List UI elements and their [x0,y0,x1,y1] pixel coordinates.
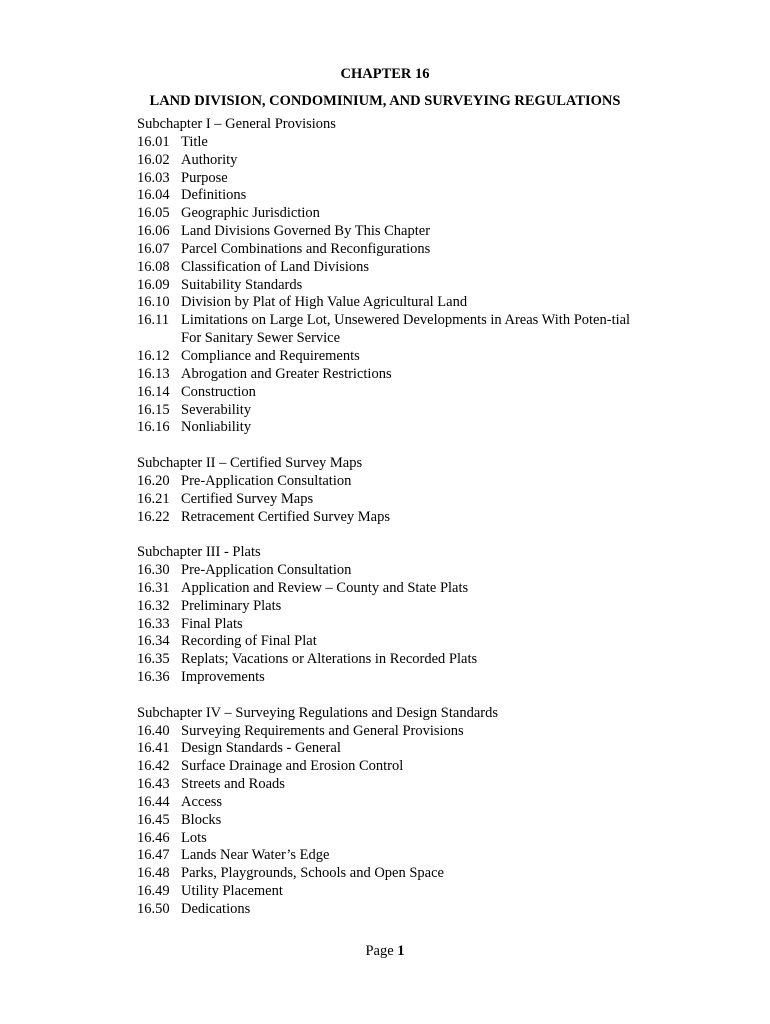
section-number: 16.09 [137,276,170,293]
subchapter-section [137,116,657,437]
section-number: 16.41 [137,740,170,757]
section-number: 16.34 [137,633,170,650]
section-number: 16.11 [137,312,170,329]
toc-entry [137,259,657,277]
toc-entry [137,883,657,901]
toc-entry [137,830,657,848]
section-title: Lots [181,829,207,846]
section-number: 16.48 [137,865,170,882]
section-title: Abrogation and Greater Restrictions [181,365,392,382]
chapter-number: CHAPTER 16 [340,66,430,82]
section-number: 16.33 [137,615,170,632]
section-title: Title [181,133,208,150]
section-number: 16.10 [137,294,170,311]
section-title: Design Standards - General [181,740,341,757]
section-number: 16.05 [137,205,170,222]
toc-entry [137,633,657,651]
section-number: 16.02 [137,151,170,168]
section-title: Compliance and Requirements [181,347,360,364]
section-number: 16.03 [137,169,170,186]
section-title: Application and Review – County and State Plats [181,579,469,596]
subchapter-section [137,705,657,919]
section-title: Replats; Vacations or Alterations in Recorded Plats [181,651,478,668]
section-number: 16.50 [137,900,170,917]
toc-entry [137,740,657,758]
section-title: Classification of Land Divisions [181,258,370,275]
toc-entry [137,794,657,812]
section-title: Severability [181,401,252,418]
toc-entry [137,758,657,776]
section-title: Pre-Application Consultation [181,472,352,489]
section-title: Retracement Certified Survey Maps [181,508,390,525]
section-title: Land Divisions Governed By This Chapter [181,223,431,240]
section-title: Streets and Roads [181,776,285,793]
section-title: Surface Drainage and Erosion Control [181,758,404,775]
toc-entry [137,776,657,794]
toc-entry [137,277,657,295]
section-title: Nonliability [181,419,252,436]
section-number: 16.45 [137,811,170,828]
section-number: 16.22 [137,508,170,525]
toc-entry [137,205,657,223]
toc-entry [137,598,657,616]
page-footer [0,942,770,960]
table-of-contents [137,116,657,919]
section-title: Recording of Final Plat [181,633,317,650]
toc-entry [137,491,657,509]
section-title: Geographic Jurisdiction [181,205,320,222]
section-title: Pre-Application Consultation [181,562,352,578]
toc-entry [137,562,657,580]
section-title: Improvements [181,669,265,686]
subchapter-section [137,455,657,526]
toc-entry [137,402,657,420]
toc-entry [137,473,657,491]
section-title: Certified Survey Maps [181,490,314,507]
section-number: 16.12 [137,347,170,364]
section-number: 16.21 [137,490,170,507]
section-number: 16.07 [137,240,170,257]
section-title: Suitability Standards [181,276,303,293]
toc-entry [137,241,657,259]
page-number: 1 [397,943,405,959]
toc-entry [137,134,657,152]
section-title: Surveying Requirements and General Provisions [181,722,464,739]
section-number: 16.32 [137,597,170,614]
toc-entry [137,509,657,527]
section-title: Definitions [181,187,247,204]
section-number: 16.01 [137,133,170,150]
page-label: Page [365,943,394,959]
toc-entry [137,348,657,366]
toc-entry [137,312,657,348]
toc-entry [137,419,657,437]
section-number: 16.16 [137,419,170,436]
toc-entry [137,616,657,634]
section-number: 16.06 [137,223,170,240]
toc-entry [137,651,657,669]
toc-entry [137,669,657,687]
toc-entry [137,223,657,241]
section-number: 16.08 [137,258,170,275]
toc-entry [137,187,657,205]
subchapter-heading: Subchapter IV – Surveying Regulations and Design Standards [137,704,498,721]
section-number: 16.35 [137,651,170,668]
chapter-title: LAND DIVISION, CONDOMINIUM, AND SURVEYING REGULATIONS [149,93,621,109]
section-title: Lands Near Water’s Edge [181,847,330,864]
toc-entry [137,384,657,402]
section-number: 16.31 [137,579,170,596]
subchapter-heading: Subchapter II – Certified Survey Maps [137,454,363,471]
section-title: Access [181,793,223,810]
section-number: 16.43 [137,776,170,793]
toc-entry [137,366,657,384]
toc-entry [137,901,657,919]
section-number: 16.40 [137,722,170,739]
section-title: Limitations on Large Lot, Unsewered Developments in Areas With Poten-tial For Sanitary Sewer Service [181,312,631,347]
toc-entry [137,812,657,830]
section-title: Blocks [181,811,222,828]
section-title: Dedications [181,900,251,917]
section-title: Construction [181,383,256,400]
toc-entry [137,170,657,188]
section-number: 16.36 [137,669,170,686]
toc-entry [137,580,657,598]
section-title: Preliminary Plats [181,597,282,614]
section-number: 16.04 [137,187,170,204]
toc-entry [137,294,657,312]
section-number: 16.30 [137,562,170,578]
section-title: Parcel Combinations and Reconfigurations [181,240,431,257]
section-number: 16.14 [137,383,170,400]
section-title: Utility Placement [181,883,283,900]
section-title: Final Plats [181,615,243,632]
section-number: 16.47 [137,847,170,864]
section-number: 16.13 [137,365,170,382]
section-title: Division by Plat of High Value Agricultural Land [181,294,468,311]
section-number: 16.49 [137,883,170,900]
toc-entry [137,723,657,741]
subchapter-heading: Subchapter I – General Provisions [137,116,336,132]
section-title: Authority [181,151,238,168]
section-number: 16.44 [137,793,170,810]
section-number: 16.20 [137,472,170,489]
section-number: 16.42 [137,758,170,775]
subchapter-heading: Subchapter III - Plats [137,544,261,561]
section-number: 16.15 [137,401,170,418]
toc-entry [137,847,657,865]
subchapter-section [137,544,657,687]
section-title: Parks, Playgrounds, Schools and Open Space [181,865,444,882]
section-title: Purpose [181,169,228,186]
toc-entry [137,152,657,170]
section-number: 16.46 [137,829,170,846]
toc-entry [137,865,657,883]
